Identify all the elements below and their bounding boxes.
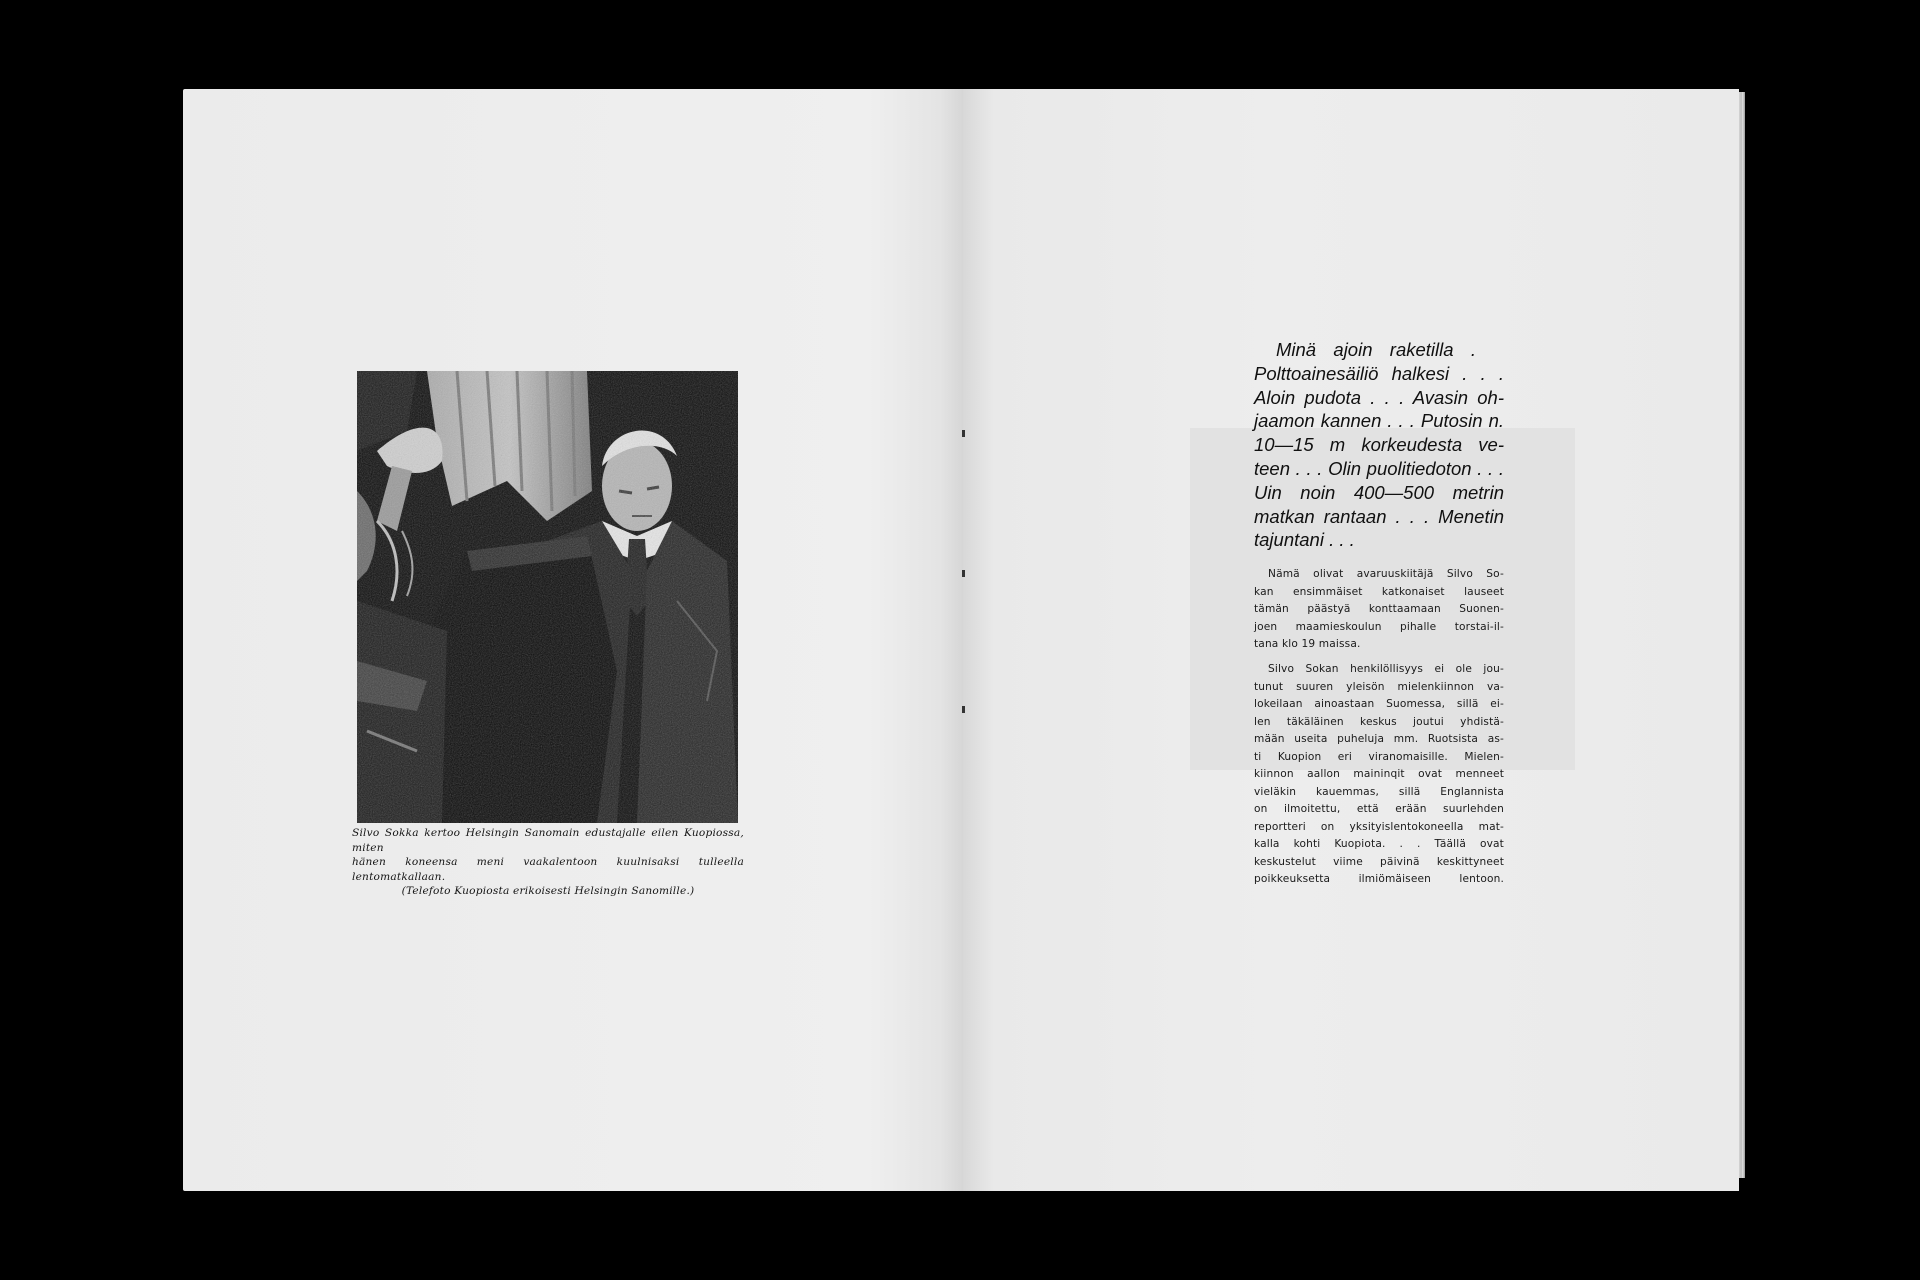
paragraph-line: keskustelut viime päivinä keskittyneet bbox=[1254, 855, 1504, 868]
paragraph-line: vieläkin kauemmas, sillä Englannista bbox=[1254, 785, 1504, 798]
paragraph-line: on ilmoitettu, että erään suurlehden bbox=[1254, 803, 1504, 815]
quote-line: Minä ajoin raketilla . bbox=[1276, 339, 1476, 360]
paragraph-line: lokeilaan ainoastaan Suomessa, sillä ei- bbox=[1254, 698, 1504, 710]
paragraph-line: kiinnon aallon maininqit ovat menneet bbox=[1254, 768, 1504, 780]
opening-quote bbox=[1254, 338, 1504, 552]
quote-line: jaamon kannen . . . Putosin n. bbox=[1254, 410, 1504, 432]
photo-of-man-at-desk-icon bbox=[357, 371, 738, 823]
paragraph-line: joen maamieskoulun pihalle torstai-il- bbox=[1254, 620, 1504, 633]
page-edges bbox=[1739, 92, 1745, 1178]
staple bbox=[962, 570, 965, 577]
quote-line: tajuntani . . . bbox=[1254, 529, 1355, 551]
staple bbox=[962, 706, 965, 713]
paragraph-line: tunut suuren yleisön mielenkiinnon va- bbox=[1254, 680, 1504, 693]
paragraph-line: len täkäläinen keskus joutui yhdistä- bbox=[1254, 715, 1504, 728]
quote-line: Aloin pudota . . . Avasin oh- bbox=[1254, 386, 1504, 408]
paragraph-line: Silvo Sokan henkilöllisyys ei ole jou- bbox=[1268, 663, 1504, 675]
paragraph-line: tana klo 19 maissa. bbox=[1254, 638, 1361, 650]
staple bbox=[962, 430, 965, 437]
quote-line: teen . . . Olin puolitiedoton . . . bbox=[1254, 457, 1504, 479]
caption-line: Silvo Sokka kertoo Helsingin Sanomain edustajalle eilen Kuopiossa, miten bbox=[352, 827, 744, 854]
paragraph-line: poikkeuksetta ilmiömäiseen lentoon. bbox=[1254, 873, 1504, 885]
paragraph-line: tämän päästyä konttaamaan Suonen- bbox=[1254, 603, 1504, 615]
paragraph-2 bbox=[1254, 661, 1504, 889]
paragraph-1 bbox=[1254, 566, 1504, 654]
caption-line: hänen koneensa meni vaakalentoon kuulnisaksi tulleella lentomatkallaan. bbox=[352, 856, 744, 883]
photo-caption bbox=[352, 826, 744, 899]
paragraph-line: reportteri on yksityislentokoneella mat- bbox=[1254, 820, 1504, 833]
paragraph-line: Nämä olivat avaruuskiitäjä Silvo So- bbox=[1268, 568, 1504, 580]
paragraph-line: ti Kuopion eri viranomaisille. Mielen- bbox=[1254, 750, 1504, 763]
quote-line: Polttoainesäiliö halkesi . . . bbox=[1254, 362, 1504, 384]
newspaper-photo bbox=[357, 371, 738, 823]
quote-line: 10—15 m korkeudesta ve- bbox=[1254, 434, 1504, 456]
quote-line: Uin noin 400—500 metrin bbox=[1254, 481, 1504, 503]
photo-credit: (Telefoto Kuopiosta erikoisesti Helsingin Sanomille.) bbox=[401, 885, 695, 897]
paragraph-line: kan ensimmäiset katkonaiset lauseet bbox=[1254, 585, 1504, 598]
paragraph-line: kalla kohti Kuopiota. . . Täällä ovat bbox=[1254, 838, 1504, 850]
quote-line: matkan rantaan . . . Menetin bbox=[1254, 505, 1504, 527]
paragraph-line: mään useita puheluja mm. Ruotsista as- bbox=[1254, 733, 1504, 745]
